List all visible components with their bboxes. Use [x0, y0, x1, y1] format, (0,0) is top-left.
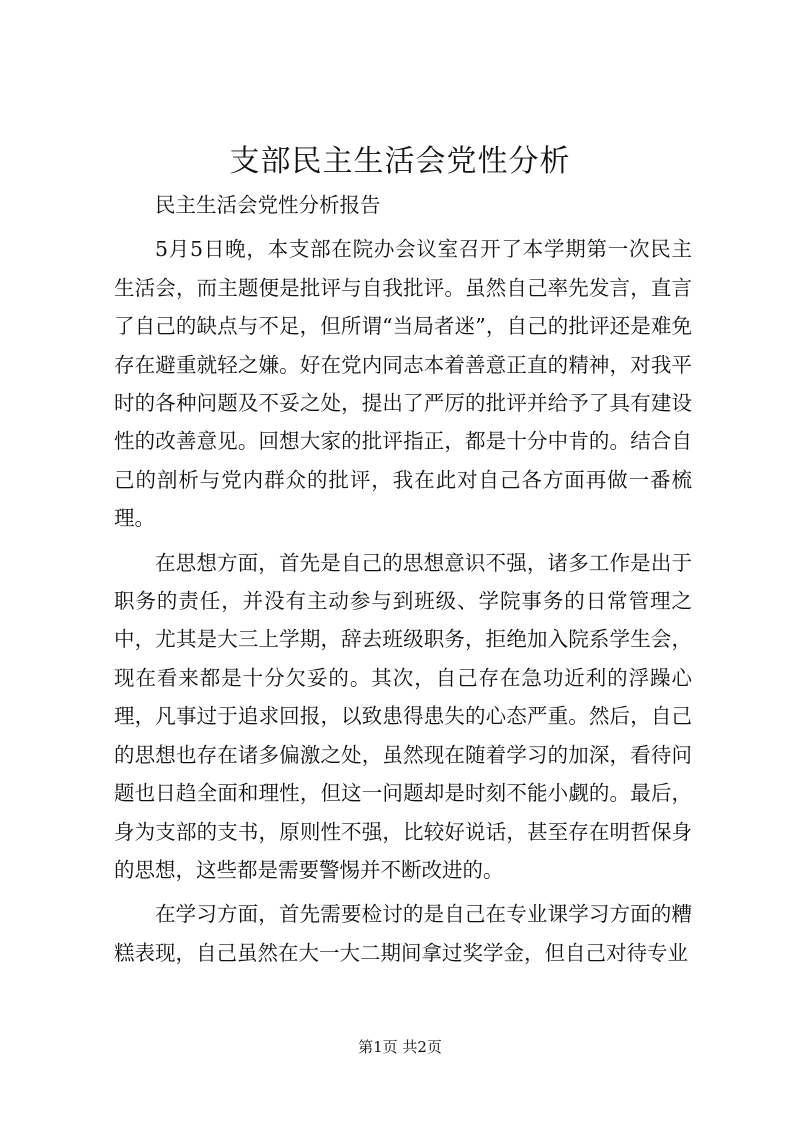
document-title: 支部民主生活会党性分析 — [229, 144, 571, 179]
document-body — [114, 186, 692, 972]
paragraph-thought-aspect: 在思想方面，首先是自己的思想意识不强，诸多工作是出于职务的责任，并没有主动参与到班级、学院事务的日常管理之中，尤其是大三上学期，辞去班级职务，拒绝加入院系学生会，现在看来都是十分欠妥的。其次，自己存在急功近利的浮躁心理，凡事过于追求回报，以致患得患失的心态严重。然后，自己的思想也存在诸多偏激之处，虽然现在随着学习的加深，看待问题也日趋全面和理性，但这一问题却是时刻不能小觑的。最后，身为支部的支书，原则性不强，比较好说话，甚至存在明哲保身的思想，这些都是需要警惕并不断改进的。 — [114, 550, 692, 882]
document-subtitle: 民主生活会党性分析报告 — [155, 193, 381, 217]
paragraph-study-aspect: 在学习方面，首先需要检讨的是自己在专业课学习方面的糟糕表现，自己虽然在大一大二期间拿过奖学金，但自己对待专业 — [114, 902, 692, 965]
page-footer: 第1页 共2页 — [358, 1038, 442, 1056]
paragraph-meeting-summary: 5月5日晚，本支部在院办会议室召开了本学期第一次民主生活会，而主题便是批评与自我批评。虽然自己率先发言，直言了自己的缺点与不足，但所谓“当局者迷”，自己的批评还是难免存在避重就轻之嫌。好在党内同志本着善意正直的精神，对我平时的各种问题及不妥之处，提出了严厉的批评并给予了具有建设性的改善意见。回想大家的批评指正，都是十分中肯的。结合自己的剖析与党内群众的批评，我在此对自己各方面再做一番梳理。 — [114, 237, 692, 531]
